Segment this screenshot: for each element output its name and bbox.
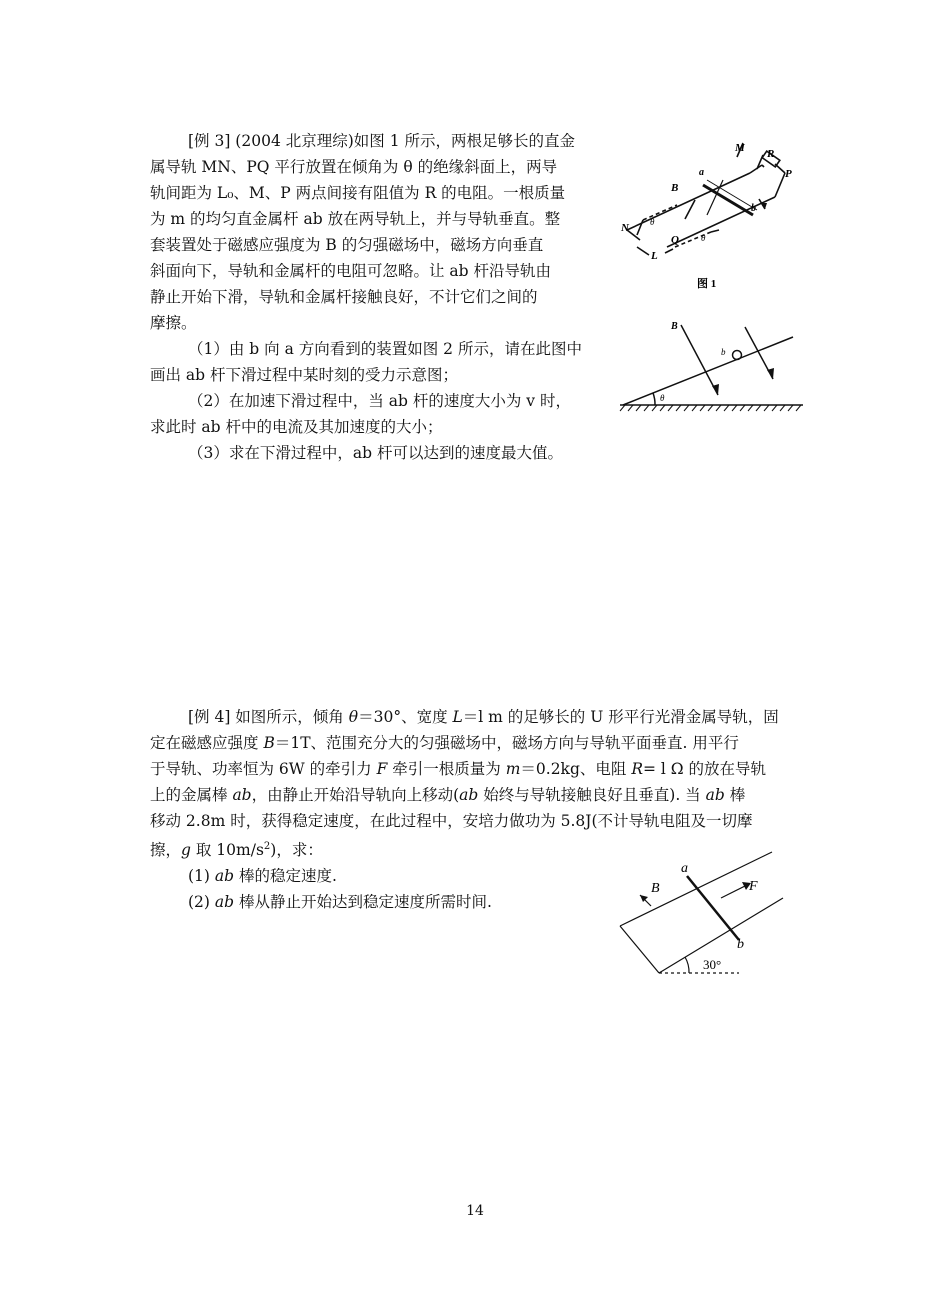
text-run: 取 10m/s — [190, 841, 264, 860]
fig1-label-M: M — [735, 142, 745, 154]
var-ab: ab — [214, 893, 235, 912]
var-R: R — [631, 760, 643, 778]
text-run: )，求： — [270, 841, 323, 860]
ex4fig-label-b: b — [737, 937, 744, 952]
text-run: 定在磁感应强度 — [150, 734, 264, 752]
text-run: = l Ω 的放在导轨 — [642, 760, 767, 778]
example3-question-2-cont: 求此时 ab 杆中的电流及其加速度的大小； — [150, 418, 443, 436]
example3-question-1-cont: 画出 ab 杆下滑过程中某时刻的受力示意图； — [150, 366, 459, 384]
example4-line — [150, 704, 806, 730]
text-run: 棒的稳定速度. — [234, 867, 337, 886]
example4-line — [150, 756, 806, 782]
text-run: (1) — [188, 867, 215, 886]
text-run: 擦， — [150, 841, 182, 860]
example3-text — [150, 128, 608, 466]
figure-1-inclined-rails — [615, 135, 805, 295]
fig1-label-B: B — [671, 182, 679, 194]
example3-line: 轨间距为 L₀、M、P 两点间接有阻值为 R 的电阻。一根质量 — [150, 184, 566, 202]
fig1-label-theta: θ — [650, 217, 655, 227]
example3-line: 套装置处于磁感应强度为 B 的匀强磁场中，磁场方向垂直 — [150, 236, 544, 254]
text-run: 于导轨、功率恒为 6W 的牵引力 — [150, 760, 377, 778]
var-L: L — [452, 708, 463, 726]
fig1-label-a: a — [699, 167, 704, 178]
example4-line: 移动 2.8m 时，获得稳定速度，在此过程中，安培力做功为 5.8J(不计导轨电阻及一切摩 — [150, 812, 753, 830]
var-ab: ab — [705, 786, 725, 804]
example3-line: 为 m 的均匀直金属杆 ab 放在两导轨上，并与导轨垂直。整 — [150, 210, 561, 228]
var-m: m — [505, 760, 521, 778]
text-run: 棒从静止开始达到稳定速度所需时间. — [234, 893, 492, 912]
example3-line: 摩擦。 — [150, 314, 197, 332]
example4-line — [150, 782, 806, 808]
example3-line: [例 3] (2004 北京理综)如图 1 所示，两根足够长的直金 — [188, 132, 575, 150]
text-run: ＝30°、宽度 — [358, 708, 453, 726]
text-run: 棒 — [724, 786, 746, 804]
fig1-label-Q: Q — [671, 234, 679, 246]
text-run: [例 4] 如图所示，倾角 — [188, 708, 349, 726]
var-ab: ab — [232, 786, 252, 804]
ex4fig-label-a: a — [681, 861, 688, 876]
fig1-label-L: L — [651, 250, 658, 262]
var-g: g — [181, 841, 191, 860]
text-run: ＝0.2kg、电阻 — [520, 760, 632, 778]
fig1-caption: 图 1 — [697, 278, 717, 290]
figure-2-side-view — [615, 305, 810, 415]
text-run: ，由静止开始沿导轨向上移动( — [251, 786, 460, 804]
text-run: 上的金属棒 — [150, 786, 233, 804]
fig1-label-theta: θ — [701, 233, 706, 243]
var-F: F — [376, 760, 388, 778]
page-number: 14 — [466, 1203, 484, 1219]
example3-question-1: （1）由 b 向 a 方向看到的装置如图 2 所示，请在此图中 — [188, 340, 582, 358]
example3-question-3: （3）求在下滑过程中，ab 杆可以达到的速度最大值。 — [188, 444, 563, 462]
fig2-label-b: b — [721, 347, 726, 357]
var-theta: θ — [348, 708, 359, 726]
text-run: ＝1T、范围充分大的匀强磁场中，磁场方向与导轨平面垂直. 用平行 — [274, 734, 739, 752]
fig1-label-R: R — [767, 148, 775, 160]
figure-example4-rails — [615, 848, 800, 980]
fig1-label-P: P — [785, 168, 792, 180]
ex4fig-label-angle: 30° — [703, 957, 722, 972]
example3-line: 静止开始下滑，导轨和金属杆接触良好，不计它们之间的 — [150, 288, 538, 306]
ex4fig-label-B: B — [651, 881, 660, 896]
example3-line: 斜面向下，导轨和金属杆的电阻可忽略。让 ab 杆沿导轨由 — [150, 262, 552, 280]
fig1-label-N: N — [621, 222, 629, 234]
superscript: 2 — [263, 841, 271, 852]
fig1-label-b: b — [751, 203, 756, 214]
text-run: 牵引一根质量为 — [387, 760, 506, 778]
var-ab: ab — [214, 867, 235, 886]
fig2-label-theta: θ — [660, 393, 665, 403]
text-run: (2) — [188, 893, 215, 912]
var-B: B — [263, 734, 275, 752]
ex4fig-label-F: F — [749, 879, 758, 894]
text-run: 始终与导轨接触良好且垂直). 当 — [478, 786, 706, 804]
var-ab: ab — [459, 786, 479, 804]
fig2-label-B: B — [671, 321, 678, 332]
example3-line: 属导轨 MN、PQ 平行放置在倾角为 θ 的绝缘斜面上，两导 — [150, 158, 558, 176]
text-run: ＝l m 的足够长的 U 形平行光滑金属导轨，固 — [462, 708, 779, 726]
example3-question-2: （2）在加速下滑过程中，当 ab 杆的速度大小为 v 时， — [188, 392, 571, 410]
example4-line — [150, 730, 806, 756]
